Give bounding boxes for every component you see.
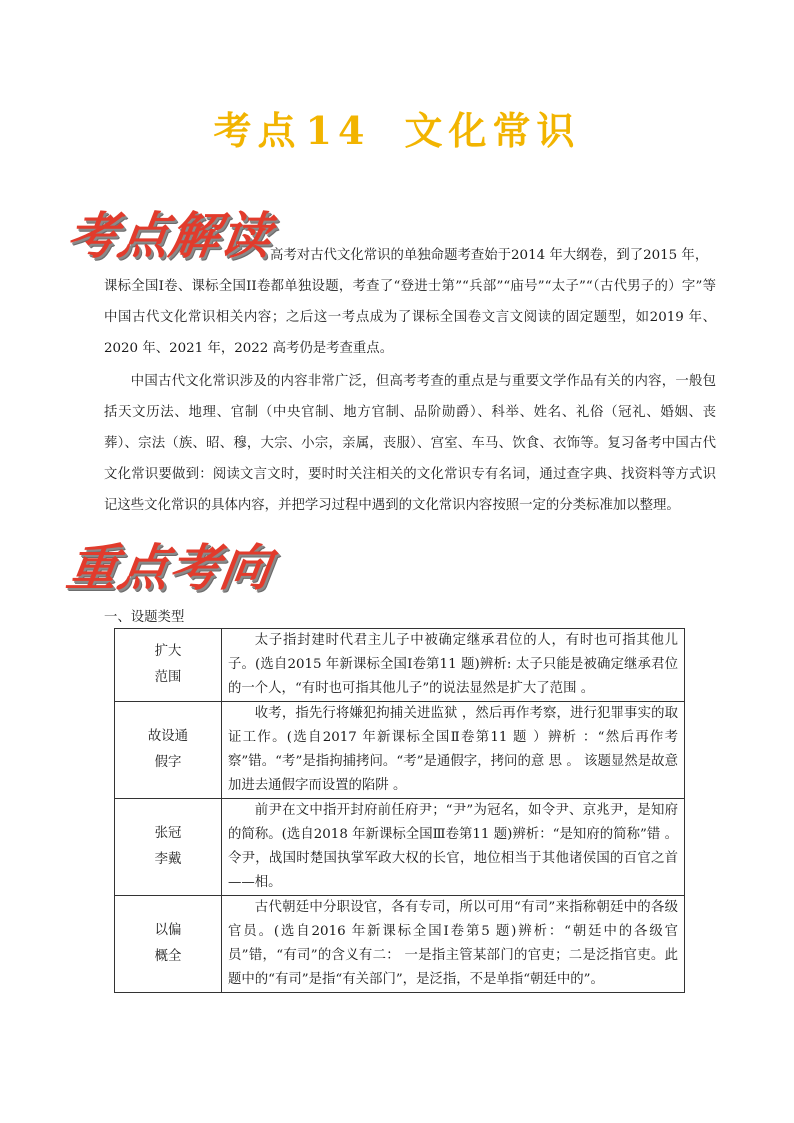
section-banner-focus: 重点考向 bbox=[63, 538, 276, 597]
table-cell-category bbox=[115, 629, 222, 702]
category-line: 范围 bbox=[154, 670, 182, 685]
table-cell-category bbox=[115, 702, 222, 799]
category-line: 概全 bbox=[154, 949, 182, 964]
category-line: 张冠 bbox=[154, 826, 182, 841]
intro-paragraph-1-rest: 课标全国I卷、课标全国II卷都单独设题，考查了“登进士第”“兵部”“庙号”“太子”“（古代男子的）字”等中国古代文化常识相关内容；之后这一考点成为了课标全国卷文言文阅读的固定题型，如2019 年、2020 年、2021 年，2022 高考仍是考查重点。 bbox=[104, 279, 716, 356]
title-prefix: 考点 bbox=[213, 108, 302, 153]
table-cell-description: 收考，指先行将嫌犯拘捕关进监狱 ，然后再作考察，进行犯罪事实的取证工作。(选自2017 年新课标全国Ⅱ卷第11 题 ）辨析 ：“然后再作考察”错。“考”是指拘捕拷问。“考”是通假字，拷问的意 思 。 该题显然是故意加进去通假字而设置的陷阱 。 bbox=[222, 702, 685, 799]
page-title bbox=[0, 100, 794, 155]
category-line: 扩大 bbox=[154, 644, 182, 659]
category-line: 假字 bbox=[154, 755, 182, 770]
category-line: 故设通 bbox=[147, 729, 189, 744]
intro-paragraph-2: 中国古代文化常识涉及的内容非常广泛，但高考考查的重点是与重要文学作品有关的内容，一般包括天文历法、地理、官制（中央官制、地方官制、品阶勋爵）、科举、姓名、礼俗（冠礼、婚姻、丧葬）、宗法（族、昭、穆，大宗、小宗，亲属，丧服）、宫室、车马、饮食、衣饰等。复习备考中国古代文化常识要做到：阅读文言文时，要时时关注相关的文化常识专有名词，通过查字典、找资料等方式识记这些文化常识的具体内容，并把学习过程中遇到的文化常识内容按照一定的分类标准加以整理。 bbox=[104, 374, 716, 513]
table-cell-category bbox=[115, 896, 222, 993]
table-row bbox=[115, 702, 685, 799]
table-cell-description: 太子指封建时代君主儿子中被确定继承君位的人，有时也可指其他儿子。(选自2015 年新课标全国Ⅰ卷第11 题)辨析: 太子只能是被确定继承君位的一个人，“有时也可指其他儿子”的说法显然是扩大了范围 。 bbox=[222, 629, 685, 702]
table-cell-description: 古代朝廷中分职设官，各有专司，所以可用“有司”来指称朝廷中的各级官员。(选自2016 年新课标全国Ⅰ卷第5 题)辨析：“朝廷中的各级官员”错，“有司”的含义有二： 一是指主管某部门的官吏；二是泛指官吏。此题中的“有司”是指“有关部门”，是泛指，不是单指“朝廷中的”。 bbox=[222, 896, 685, 993]
intro-paragraph-1 bbox=[104, 240, 716, 364]
table-row bbox=[115, 799, 685, 896]
title-topic: 文化常识 bbox=[404, 108, 581, 153]
intro-paragraph-1-first-line: 高考对古代文化常识的单独命题考查始于2014 年大纲卷，到了2015 年， bbox=[270, 248, 709, 263]
table-row bbox=[115, 896, 685, 993]
question-types-table bbox=[114, 628, 685, 993]
section-banner-interpret: 考点解读 bbox=[63, 206, 276, 265]
table-row bbox=[115, 629, 685, 702]
category-line: 李戴 bbox=[154, 852, 182, 867]
section-heading-question-types: 一、设题类型 bbox=[104, 610, 185, 625]
title-number: 14 bbox=[305, 108, 371, 153]
category-line: 以偏 bbox=[154, 923, 182, 938]
table-cell-description: 前尹在文中指开封府前任府尹；“尹”为冠名，如令尹、京兆尹，是知府的简称。(选自2018 年新课标全国Ⅲ卷第11 题)辨析：“是知府的简称”错 。令尹，战国时楚国执掌军政大权的长官，地位相当于其他诸侯国的百官之首——相。 bbox=[222, 799, 685, 896]
table-cell-category bbox=[115, 799, 222, 896]
